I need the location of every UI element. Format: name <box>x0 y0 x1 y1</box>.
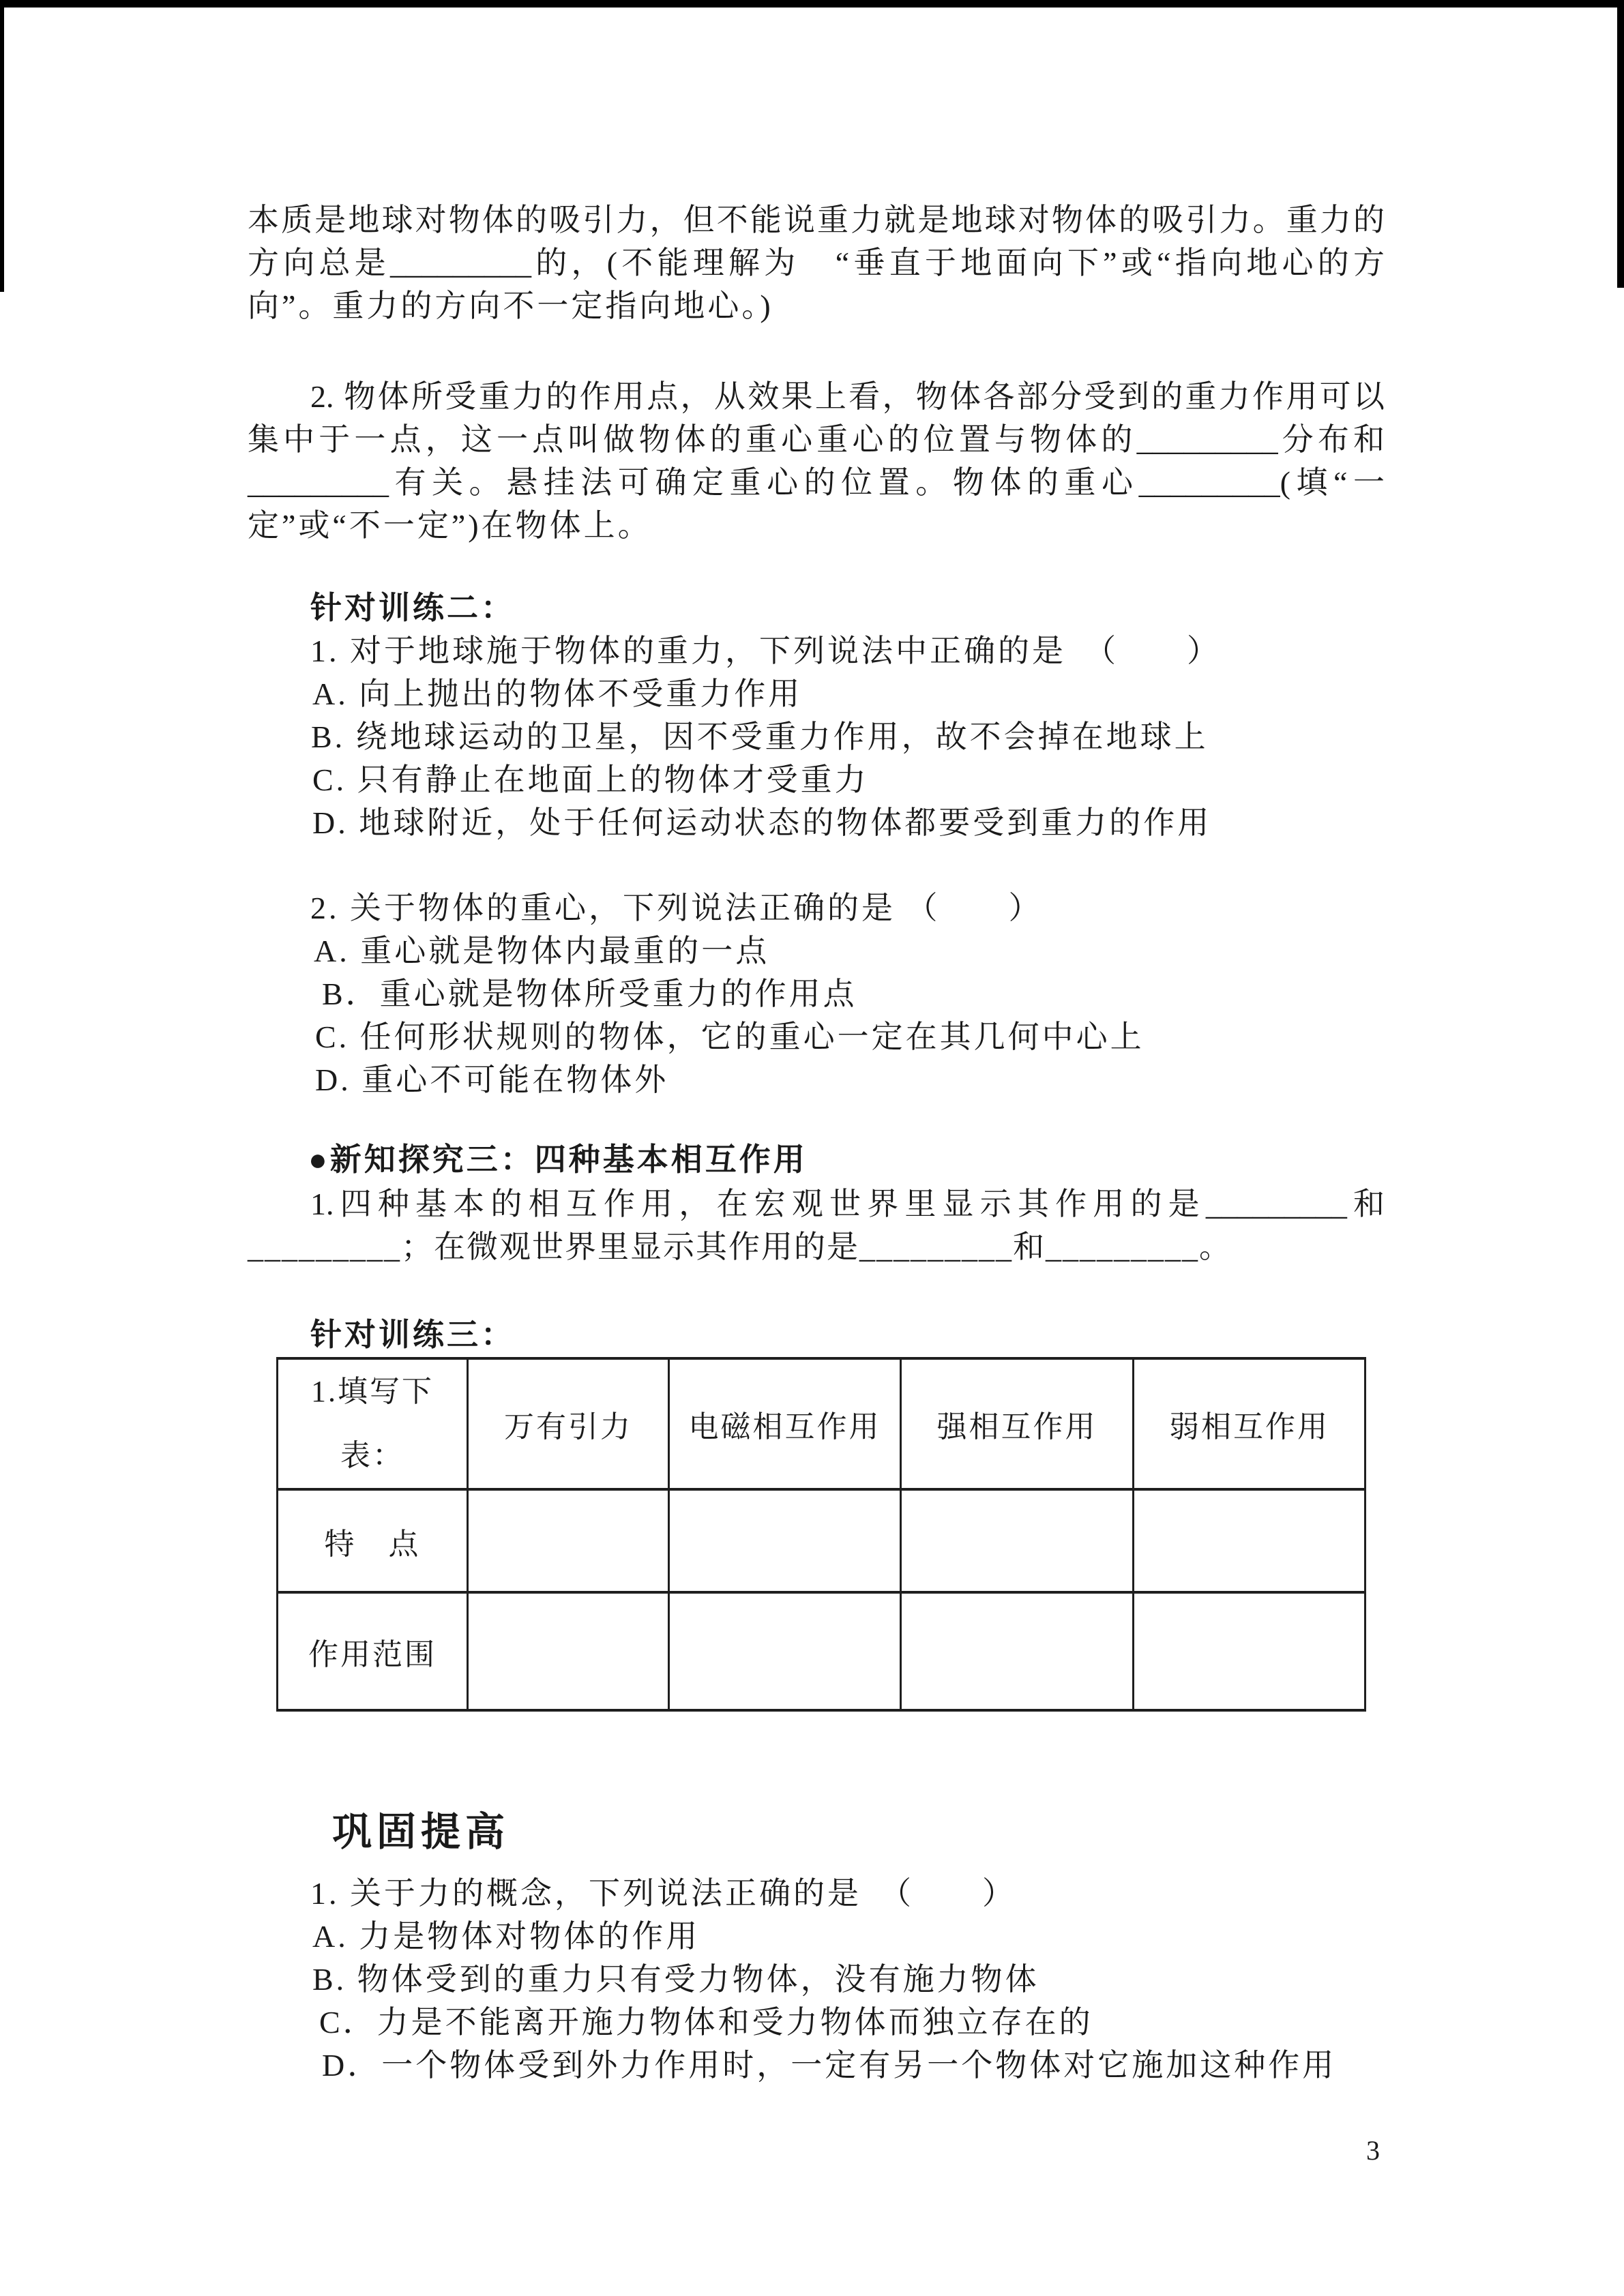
scan-edge-right <box>1617 0 1624 288</box>
training2-q1-option-a: A. 向上抛出的物体不受重力作用 <box>312 676 803 711</box>
training2-q1-stem: 1. 对于地球施于物体的重力，下列说法中正确的是 （ ） <box>310 633 1221 668</box>
training2-q1-option-c: C. 只有静止在地面上的物体才受重力 <box>312 762 869 797</box>
table-header-strong: 强相互作用 <box>901 1358 1134 1489</box>
table-empty-cell <box>901 1592 1134 1710</box>
training2-q1-option-d: D. 地球附近，处于任何运动状态的物体都要受到重力的作用 <box>312 805 1212 840</box>
table-header-weak: 弱相互作用 <box>1134 1358 1365 1489</box>
scan-edge-left <box>0 0 4 292</box>
explore3-heading: ●新知探究三：四种基本相互作用 <box>308 1142 808 1177</box>
interactions-table <box>276 1357 1366 1712</box>
table-row-label-range: 作用范围 <box>278 1592 468 1710</box>
consolidate-q1-option-a: A. 力是物体对物体的作用 <box>312 1919 700 1954</box>
table-empty-cell <box>1134 1489 1365 1592</box>
consolidate-q1-option-b: B. 物体受到的重力只有受力物体，没有施力物体 <box>312 1962 1039 1997</box>
table-header-gravitation: 万有引力 <box>468 1358 669 1489</box>
training2-heading: 针对训练二： <box>310 591 515 625</box>
consolidate-q1-stem: 1. 关于力的概念，下列说法正确的是 （ ） <box>310 1876 1016 1911</box>
para-cog-line1: 2. 物体所受重力的作用点，从效果上看，物体各部分受到的重力作用可以 <box>310 379 1385 414</box>
table-header-electromagnetic: 电磁相互作用 <box>669 1358 901 1489</box>
training2-q2-stem: 2. 关于物体的重心，下列说法正确的是 （ ） <box>310 891 1043 925</box>
interactions-table-grid <box>276 1357 1366 1712</box>
consolidate-q1-option-d: D．一个物体受到外力作用时，一定有另一个物体对它施加这种作用 <box>322 2048 1337 2083</box>
table-empty-cell <box>669 1592 901 1710</box>
para-gravity-line3: 向”。重力的方向不一定指向地心。) <box>248 288 773 323</box>
table-corner-line2: 表： <box>340 1439 404 1472</box>
para-cog-line2: 集中于一点，这一点叫做物体的重心重心的位置与物体的_________分布和 <box>248 422 1385 457</box>
table-corner-cell <box>278 1358 468 1489</box>
training2-q2-option-c: C. 任何形状规则的物体，它的重心一定在其几何中心上 <box>315 1019 1145 1054</box>
para-gravity-line2: 方向总是_________的，(不能理解为 “垂直于地面向下”或“指向地心的方 <box>248 245 1385 280</box>
table-empty-cell <box>669 1489 901 1592</box>
training2-q2-option-b: B．重心就是物体所受重力的作用点 <box>322 976 857 1011</box>
explore3-line2: _________；在微观世界里显示其作用的是_________和_________。 <box>248 1229 1232 1264</box>
table-empty-cell <box>468 1592 669 1710</box>
explore3-line1: 1.四种基本的相互作用，在宏观世界里显示其作用的是_________和 <box>310 1187 1385 1221</box>
page-number: 3 <box>1366 2135 1380 2166</box>
training2-q1-option-b: B. 绕地球运动的卫星，因不受重力作用，故不会掉在地球上 <box>311 719 1209 754</box>
consolidate-heading: 巩固提高 <box>332 1810 510 1854</box>
consolidate-q1-option-c: C．力是不能离开施力物体和受力物体而独立存在的 <box>319 2005 1093 2040</box>
table-corner-line1: 1.填写下 <box>311 1375 434 1408</box>
training3-heading: 针对训练三： <box>310 1317 515 1352</box>
table-row-label-features: 特 点 <box>278 1489 468 1592</box>
para-gravity-line1: 本质是地球对物体的吸引力，但不能说重力就是地球对物体的吸引力。重力的 <box>248 203 1385 237</box>
table-empty-cell <box>468 1489 669 1592</box>
para-cog-line4: 定”或“不一定”)在物体上。 <box>248 508 652 543</box>
training2-q2-option-a: A. 重心就是物体内最重的一点 <box>314 934 770 968</box>
scan-edge-top <box>0 0 1624 8</box>
table-empty-cell <box>901 1489 1134 1592</box>
table-empty-cell <box>1134 1592 1365 1710</box>
training2-q2-option-d: D. 重心不可能在物体外 <box>315 1062 669 1097</box>
para-cog-line3: _________有关。悬挂法可确定重心的位置。物体的重心_________(填“一 <box>248 465 1385 500</box>
